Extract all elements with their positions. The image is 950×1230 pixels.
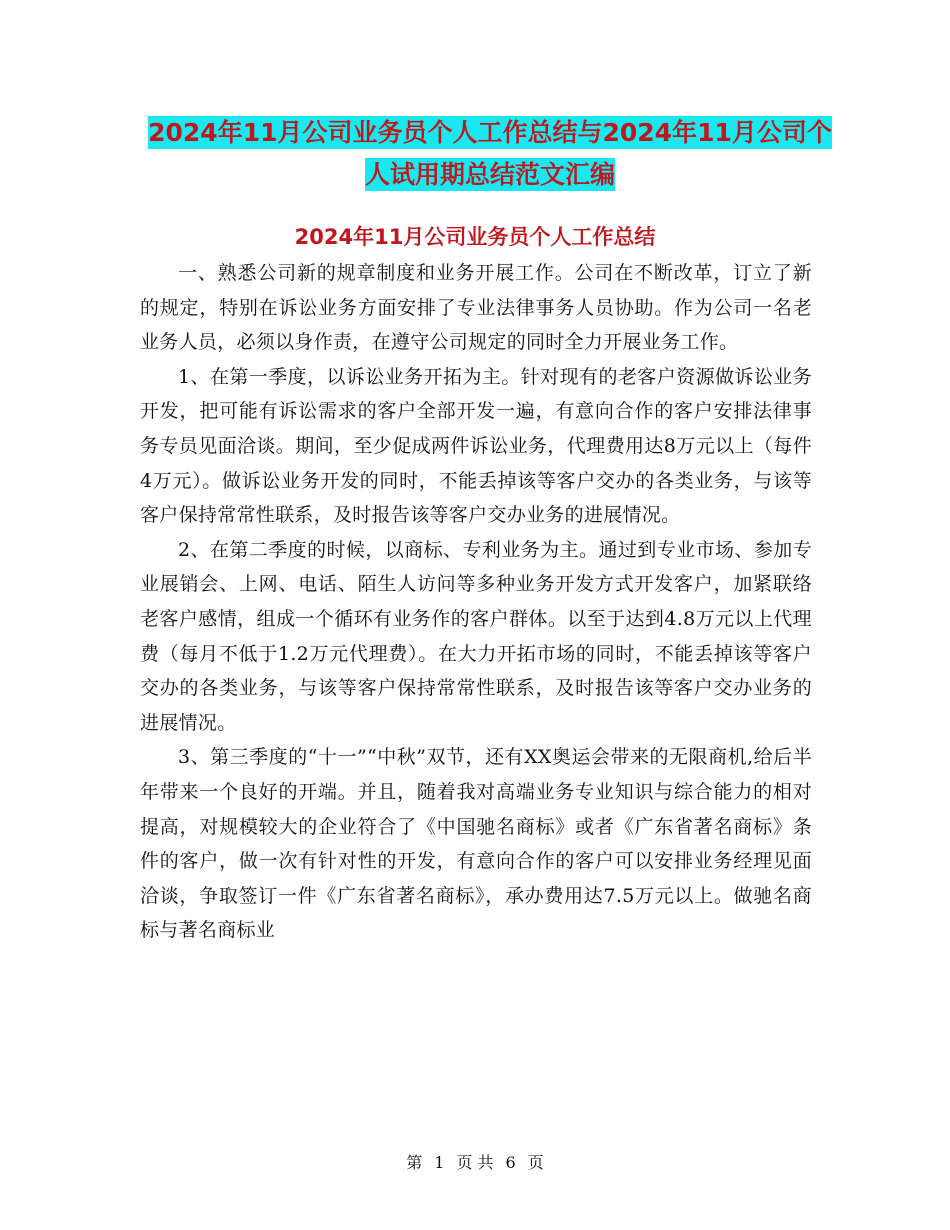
paragraph: 1、在第一季度，以诉讼业务开拓为主。针对现有的老客户资源做诉讼业务开发，把可能有诉讼需求的客户全部开发一遍，有意向合作的客户安排法律事务专员见面洽谈。期间，至少促成两件诉讼业务，代理费用达8万元以上（每件4万元）。做诉讼业务开发的同时，不能丢掉该等客户交办的各类业务，与该等客户保持常常性联系，及时报告该等客户交办业务的进展情况。 [140, 365, 812, 527]
footer-prefix: 第 [406, 1153, 423, 1172]
footer-middle: 页 共 [456, 1153, 494, 1172]
section-title: 2024年11月公司业务员个人工作总结 [294, 225, 656, 249]
paragraph: 2、在第二季度的时候，以商标、专利业务为主。通过到专业市场、参加专业展销会、上网、电话、陌生人访问等多种业务开发方式开发客户，加紧联络老客户感情，组成一个循环有业务作的客户群体。以至于达到4.8万元以上代理费（每月不低于1.2万元代理费）。在大力开拓市场的同时，不能丢掉该等客户交办的各类业务，与该等客户保持常常性联系，及时报告该等客户交办业务的进展情况。 [140, 538, 812, 734]
page-footer [0, 1152, 950, 1174]
footer-total-pages: 6 [505, 1153, 516, 1172]
footer-page-number: 1 [434, 1153, 445, 1172]
paragraph: 一、熟悉公司新的规章制度和业务开展工作。公司在不断改革，订立了新的规定，特别在诉讼业务方面安排了专业法律事务人员协助。作为公司一名老业务人员，必须以身作责，在遵守公司规定的同时全力开展业务工作。 [140, 262, 812, 354]
document-body [140, 256, 812, 948]
paragraph: 3、第三季度的“十一”“中秋”双节，还有XX奥运会带来的无限商机,给后半年带来一个良好的开端。并且，随着我对高端业务专业知识与综合能力的相对提高，对规模较大的企业符合了《中国驰名商标》或者《广东省著名商标》条件的客户，做一次有针对性的开发，有意向合作的客户可以安排业务经理见面洽谈，争取签订一件《广东省著名商标》，承办费用达7.5万元以上。做驰名商标与著名商标业 [140, 746, 812, 942]
document-title [140, 112, 840, 196]
document-title-text: 2024年11月公司业务员个人工作总结与2024年11月公司个人试用期总结范文汇编 [148, 118, 832, 189]
footer-suffix: 页 [527, 1153, 544, 1172]
